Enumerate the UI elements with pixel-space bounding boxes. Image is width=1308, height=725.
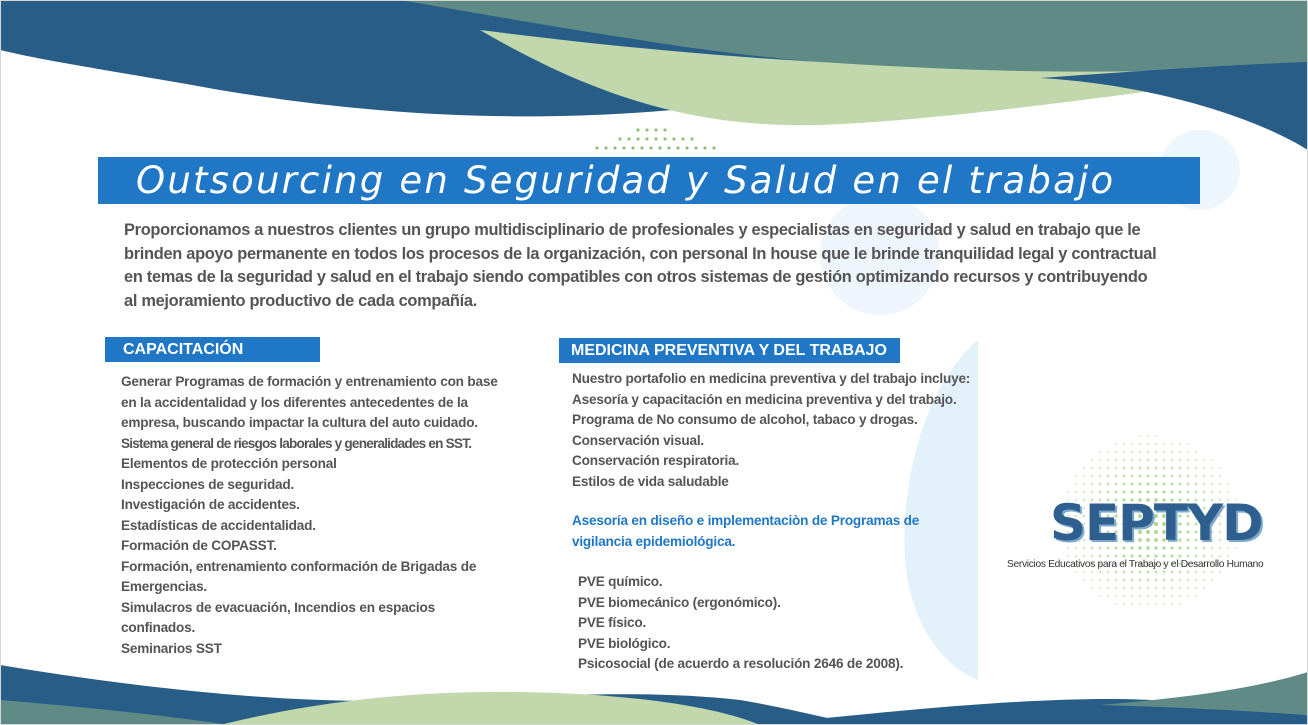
list-item: Investigación de accidentes. <box>121 497 300 512</box>
list-item: empresa, buscando impactar la cultura del auto cuidado. <box>121 415 478 430</box>
list-item: Sistema general de riesgos laborales y generalidades en SST. <box>121 435 472 451</box>
list-item: Seminarios SST <box>121 640 222 656</box>
list-item: Estilos de vida saludable <box>572 473 729 489</box>
dot-cluster-title <box>595 128 715 149</box>
list-item: Programa de No consumo de alcohol, tabaco y drogas. <box>572 412 918 427</box>
list-item: Nuestro portafolio en medicina preventiva y del trabajo incluye: <box>572 371 971 386</box>
list-item: Conservación respiratoria. <box>572 453 740 468</box>
list-item: Asesoría y capacitación en medicina preventiva y del trabajo. <box>572 391 957 407</box>
top-wave-right-dark <box>1040 62 1308 150</box>
intro-paragraph: Proporcionamos a nuestros clientes un grupo multidisciplinario de profesionales y especialistas en seguridad y salud en trabajo que le brinden apoyo permanente en todos los procesos de la organización, con personal In house que le brinde tranquilidad legal y contractual en temas de la seguridad y salud en el trabajo siendo compatibles con otros sistemas de gestión optimizando recursos y contribuyendo al mejoramiento productivo de cada compañía. <box>124 221 1157 310</box>
pve-subheading: Asesoría en diseño e implementaciòn de Programas de vigilancia epidemiológica. <box>572 513 920 549</box>
list-item: Estadísticas de accidentalidad. <box>121 517 316 533</box>
medicina-list <box>572 369 992 492</box>
list-item: Formación, entrenamiento conformación de Brigadas de <box>121 558 477 574</box>
title-banner <box>98 157 1200 204</box>
pve-list <box>578 572 998 675</box>
page-title: Outsourcing en Seguridad y Salud en el trabajo <box>136 159 1116 202</box>
list-item: Generar Programas de formación y entrenamiento con base <box>121 374 498 389</box>
list-item: PVE físico. <box>578 615 647 630</box>
list-item: en la accidentalidad y los diferentes antecedentes de la <box>121 394 468 410</box>
list-item: Conservación visual. <box>572 432 704 448</box>
list-item: Inspecciones de seguridad. <box>121 476 295 492</box>
logo-wordmark: SEPTYD <box>1050 494 1263 552</box>
medicina-header: MEDICINA PREVENTIVA Y DEL TRABAJO <box>559 338 900 363</box>
list-item: Emergencias. <box>121 579 208 594</box>
septyd-logo <box>1000 428 1300 618</box>
list-item: PVE biológico. <box>578 635 671 651</box>
capacitacion-list <box>121 372 521 659</box>
list-item: Simulacros de evacuación, Incendios en espacios <box>121 599 435 615</box>
list-item: Psicosocial (de acuerdo a resolución 2646 de 2008). <box>578 656 904 671</box>
list-item: Elementos de protección personal <box>121 456 337 471</box>
capacitacion-header: CAPACITACIÓN <box>105 337 320 362</box>
list-item: PVE químico. <box>578 574 663 589</box>
list-item: PVE biomecánico (ergonómico). <box>578 594 781 610</box>
logo-tagline: Servicios Educativos para el Trabajo y el Desarrollo Humano <box>1007 559 1264 570</box>
list-item: confinados. <box>121 620 196 635</box>
list-item: Formación de COPASST. <box>121 538 277 553</box>
